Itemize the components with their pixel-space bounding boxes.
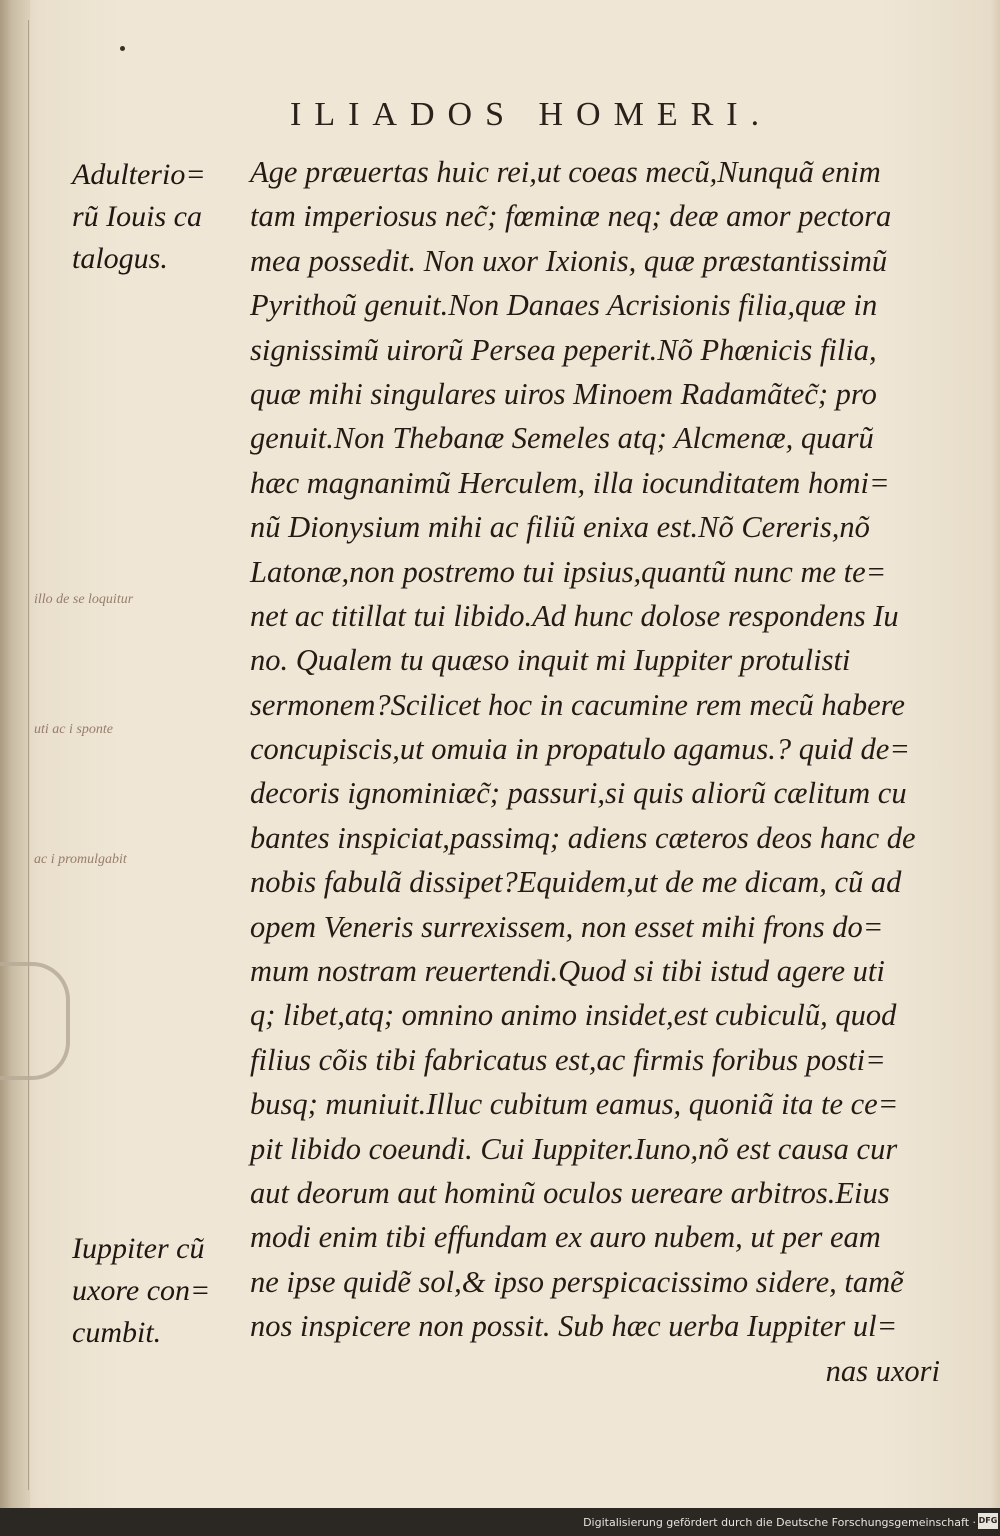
text-line: filius cõis tibi fabricatus est,ac firmis foribus posti= bbox=[250, 1042, 886, 1077]
text-line: busq; muniuit.Illuc cubitum eamus, quoniã ita te ce= bbox=[250, 1087, 899, 1122]
text-line: no. Qualem tu quæso inquit mi Iuppiter protulisti bbox=[250, 643, 851, 678]
handwritten-note: uti ac i sponte bbox=[34, 722, 113, 737]
margin-note-line: rũ Iouis ca bbox=[72, 200, 202, 233]
text-line: Age præuertas huic rei,ut coeas mecũ,Nunquã enim bbox=[250, 155, 881, 189]
margin-note-line: Adulterio= bbox=[72, 158, 206, 191]
text-line: mea possedit. Non uxor Ixionis, quæ præstantissimũ bbox=[250, 243, 888, 278]
catchword-line: nas uxori bbox=[825, 1353, 940, 1388]
text-line: pit libido coeundi. Cui Iuppiter.Iuno,nõ est causa cur bbox=[250, 1131, 898, 1166]
book-binding bbox=[0, 0, 30, 1536]
text-line: modi enim tibi effundam ex auro nubem, ut per eam bbox=[250, 1220, 881, 1255]
body-text bbox=[250, 150, 940, 1393]
text-line: nos inspicere non possit. Sub hæc uerba Iuppiter ul= bbox=[250, 1309, 898, 1344]
text-line: sermonem?Scilicet hoc in cacumine rem mecũ habere bbox=[250, 687, 905, 722]
dfg-logo: DFG bbox=[978, 1513, 998, 1529]
margin-note-adulteria bbox=[72, 154, 232, 280]
text-line: concupiscis,ut omuia in propatulo agamus.? quid de= bbox=[250, 732, 910, 767]
text-line: Latonæ,non postremo tui ipsius,quantũ nunc me te= bbox=[250, 554, 887, 589]
text-line: aut deorum aut hominũ oculos uereare arbitros.Eius bbox=[250, 1175, 890, 1210]
text-line: bantes inspiciat,passimq; adiens cæteros deos hanc de bbox=[250, 820, 916, 855]
text-line: q; libet,atq; omnino animo insidet,est cubiculũ, quod bbox=[250, 998, 897, 1033]
text-line: signissimũ uirorũ Persea peperit.Nõ Phœnicis filia, bbox=[250, 332, 877, 367]
text-line: nobis fabulã dissipet?Equidem,ut de me dicam, cũ ad bbox=[250, 865, 902, 900]
running-title: ILIADOS HOMERI. bbox=[290, 96, 773, 133]
text-line: genuit.Non Thebanæ Semeles atq; Alcmenæ, quarũ bbox=[250, 421, 874, 456]
margin-note-line: uxore con= bbox=[72, 1274, 211, 1307]
page-clip bbox=[0, 962, 70, 1080]
margin-note-iuppiter bbox=[72, 1228, 232, 1354]
handwritten-note: illo de se loquitur bbox=[34, 592, 134, 607]
margin-note-line: talogus. bbox=[72, 242, 168, 275]
margin-note-line: cumbit. bbox=[72, 1316, 162, 1349]
handwritten-note: ac i promulgabit bbox=[34, 852, 127, 867]
text-line: decoris ignominiæc̃; passuri,si quis aliorũ cælitum cu bbox=[250, 776, 907, 811]
margin-note-line: Iuppiter cũ bbox=[72, 1232, 205, 1265]
text-line: net ac titillat tui libido.Ad hunc dolose respondens Iu bbox=[250, 598, 899, 633]
text-line: hæc magnanimũ Herculem, illa iocunditatem homi= bbox=[250, 465, 890, 500]
text-line: ne ipse quidẽ sol,& ipso perspicacissimo sidere, tamẽ bbox=[250, 1264, 904, 1299]
text-line: Pyrithoũ genuit.Non Danaes Acrisionis filia,quæ in bbox=[250, 288, 878, 323]
footer-credit: Digitalisierung gefördert durch die Deutsche Forschungsgemeinschaft · bbox=[583, 1516, 976, 1529]
text-line: opem Veneris surrexissem, non esset mihi frons do= bbox=[250, 909, 884, 944]
text-line: mum nostram reuertendi.Quod si tibi istud agere uti bbox=[250, 954, 885, 989]
ink-dot bbox=[120, 46, 125, 51]
text-line: tam imperiosus nec̃; fœminæ neq; deæ amor pectora bbox=[250, 199, 892, 234]
text-line: nũ Dionysium mihi ac filiũ enixa est.Nõ Cereris,nõ bbox=[250, 510, 870, 545]
gutter-line bbox=[28, 20, 29, 1490]
text-line: quæ mihi singulares uiros Minoem Radamãtec̃; pro bbox=[250, 376, 877, 411]
